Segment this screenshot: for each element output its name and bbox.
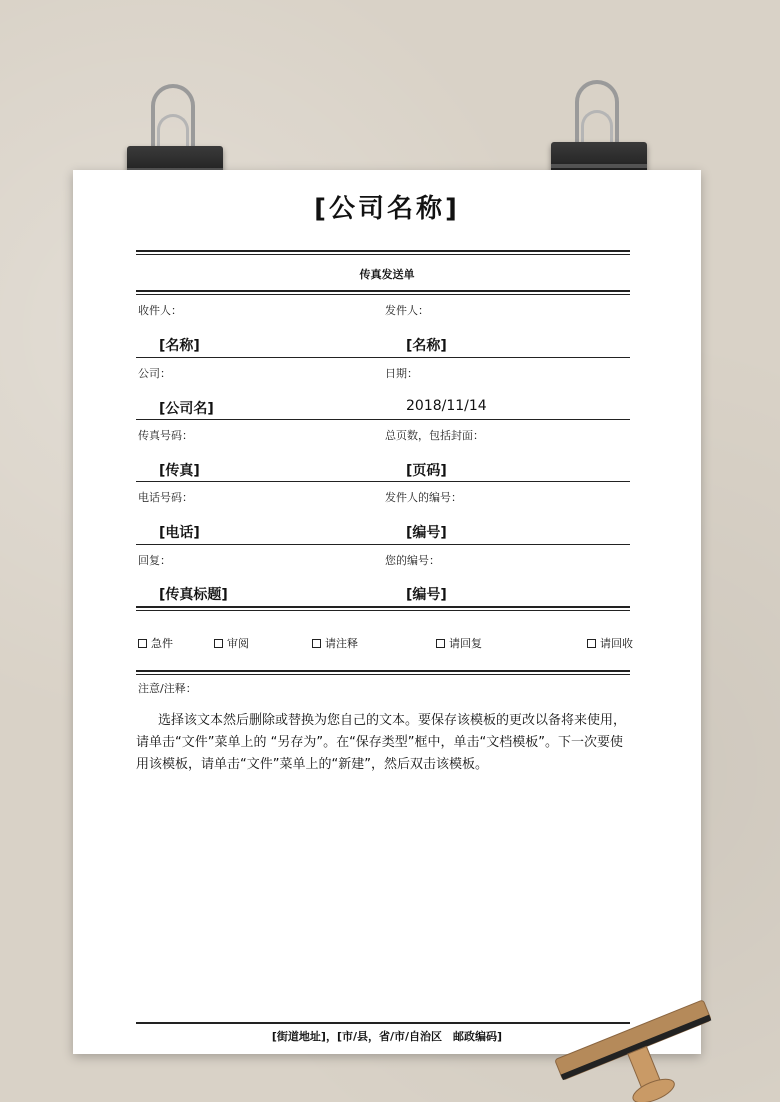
divider [136, 674, 630, 675]
divider [136, 481, 630, 482]
divider [136, 290, 630, 292]
rubber-stamp-icon [546, 982, 726, 1102]
sender-ref-label: 发件人的编号： [385, 491, 462, 504]
date-label: 日期： [385, 367, 418, 380]
divider [136, 357, 630, 358]
company-label: 公司： [138, 367, 171, 380]
checkbox-icon[interactable] [214, 639, 223, 648]
phone-label: 电话号码： [138, 491, 193, 504]
date-value[interactable]: 2018/11/14 [406, 398, 487, 414]
divider [136, 419, 630, 420]
divider [136, 254, 630, 255]
fax-value[interactable]: [传真] [159, 463, 200, 479]
checkbox-recycle[interactable]: 请回收 [587, 635, 633, 651]
divider [136, 670, 630, 672]
fax-label: 传真号码： [138, 429, 193, 442]
your-ref-label: 您的编号： [385, 554, 440, 567]
reply-value[interactable]: [传真标题] [159, 587, 228, 603]
company-name: [公司名称] [314, 194, 460, 224]
divider [136, 544, 630, 545]
checkbox-urgent[interactable]: 急件 [138, 635, 173, 651]
recipient-label: 收件人： [138, 304, 182, 317]
footer-address: [街道地址]，[市/县，省/市/自治区 邮政编码] [271, 1030, 503, 1043]
divider [136, 294, 630, 295]
checkbox-review[interactable]: 审阅 [214, 635, 249, 651]
checkbox-icon[interactable] [138, 639, 147, 648]
recipient-value[interactable]: [名称] [159, 338, 200, 354]
your-ref-value[interactable]: [编号] [406, 587, 447, 603]
reply-label: 回复： [138, 554, 171, 567]
pages-value[interactable]: [页码] [406, 463, 447, 479]
notes-label: 注意/注释： [138, 682, 197, 695]
phone-value[interactable]: [电话] [159, 525, 200, 541]
checkbox-reply[interactable]: 请回复 [436, 635, 482, 651]
checkbox-icon[interactable] [312, 639, 321, 648]
sender-label: 发件人： [385, 304, 429, 317]
checkbox-comment[interactable]: 请注释 [312, 635, 358, 651]
divider [136, 606, 630, 608]
checkbox-icon[interactable] [587, 639, 596, 648]
checkbox-icon[interactable] [436, 639, 445, 648]
sender-value[interactable]: [名称] [406, 338, 447, 354]
sender-ref-value[interactable]: [编号] [406, 525, 447, 541]
divider [136, 250, 630, 252]
form-title: 传真发送单 [359, 268, 415, 281]
company-value[interactable]: [公司名] [159, 401, 214, 417]
notes-body[interactable]: 选择该文本然后删除或替换为您自己的文本。要保存该模板的更改以备将来使用，请单击“文件”菜单上的 “另存为”。在“保存类型”框中，单击“文档模板”。下一次要使用该模板，请单击“文件”菜单上的“新建”，然后双击该模板。 [136, 713, 627, 772]
fax-sheet [73, 170, 701, 1054]
pages-label: 总页数，包括封面： [385, 429, 484, 442]
divider [136, 610, 630, 611]
